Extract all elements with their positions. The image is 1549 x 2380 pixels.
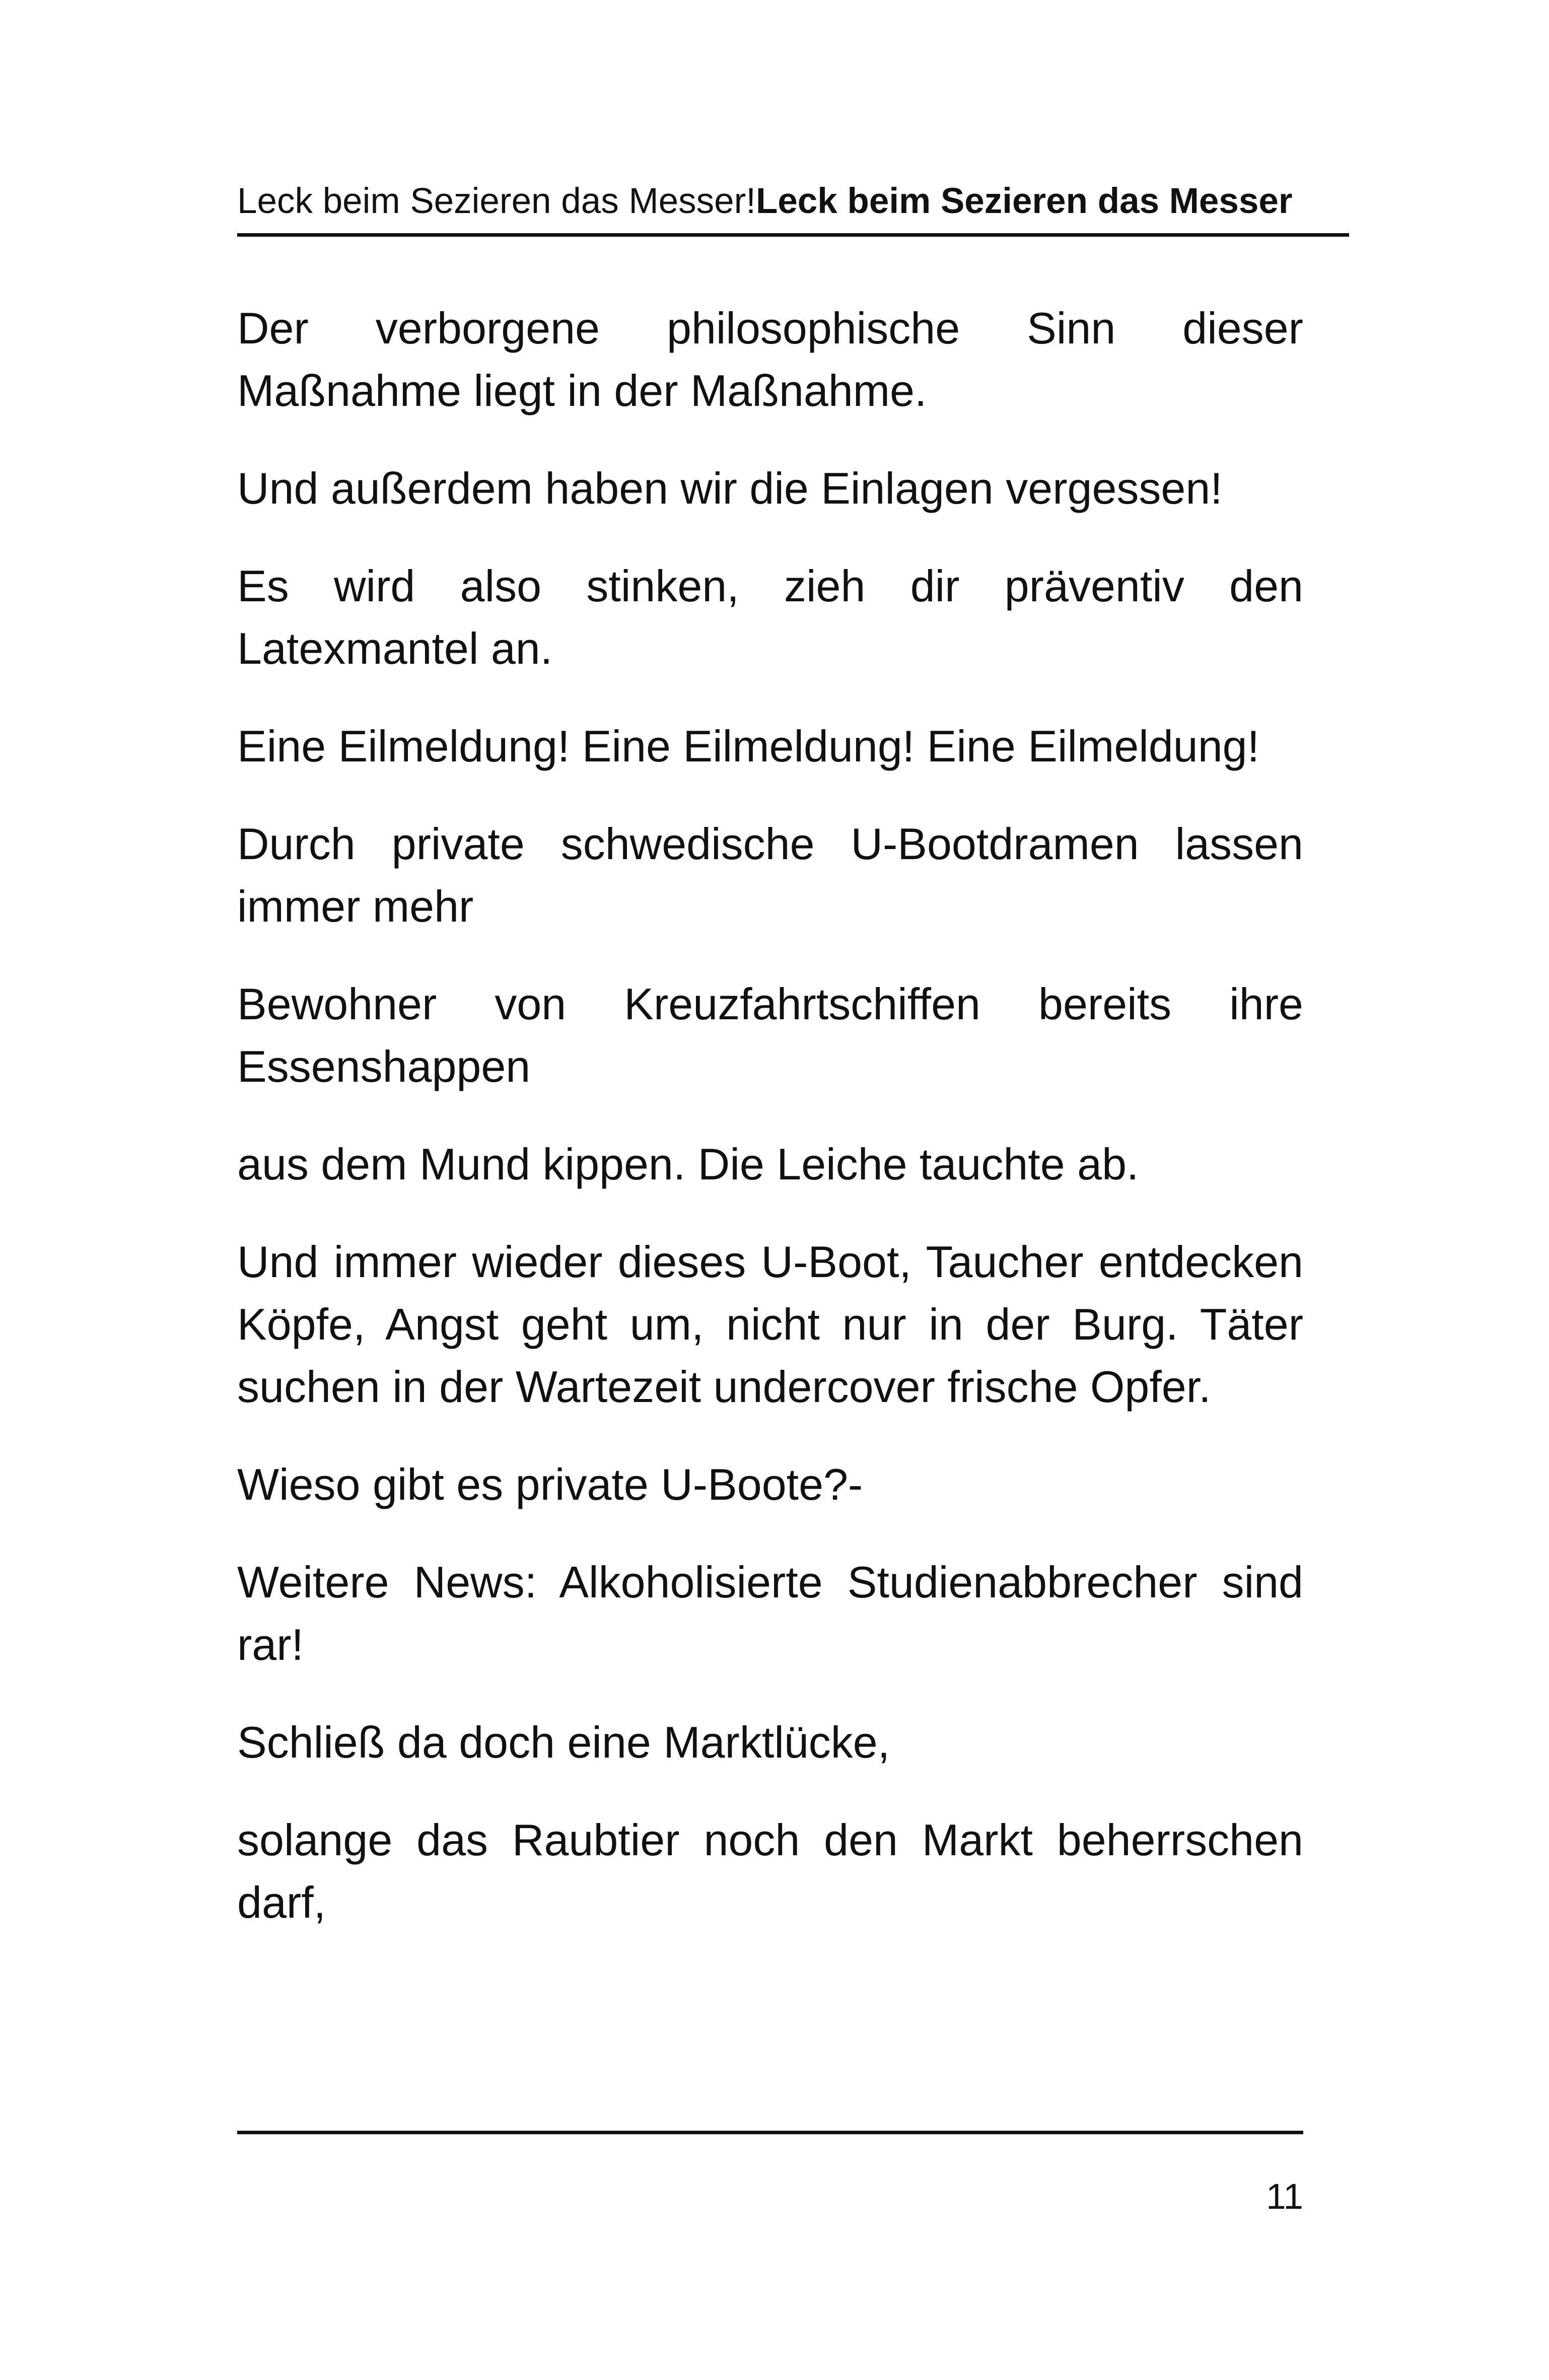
paragraph: Schließ da doch eine Marktlücke, (237, 1717, 890, 1767)
paragraph: Und immer wieder dieses U-Boot, Taucher entdecken Köpfe, Angst geht um, nicht nur in der Burg. Täter suchen in der Wartezeit undercover frische Opfer. (237, 1237, 1303, 1412)
header-title: Leck beim Sezieren das Messer! (237, 181, 756, 221)
paragraph: Der verborgene philosophische Sinn dieser Maßnahme liegt in der Maßnahme. (237, 303, 1303, 415)
footer-rule (237, 2131, 1303, 2134)
header-title-bold: Leck beim Sezieren das Messer (755, 181, 1293, 221)
paragraph: Bewohner von Kreuzfahrtschiffen bereits ihre Essenshappen (237, 979, 1303, 1091)
paragraph: Und außerdem haben wir die Einlagen vergessen! (237, 463, 1223, 513)
paragraph: Es wird also stinken, zieh dir präventiv den Latexmantel an. (237, 561, 1303, 673)
paragraph: aus dem Mund kippen. Die Leiche tauchte ab. (237, 1139, 1139, 1189)
paragraph: solange das Raubtier noch den Markt beherrschen darf, (237, 1815, 1303, 1927)
paragraph: Wieso gibt es private U-Boote?- (237, 1459, 863, 1509)
paragraph: Eine Eilmeldung! Eine Eilmeldung! Eine Eilmeldung! (237, 721, 1260, 771)
page-body (237, 297, 1303, 1969)
running-header (237, 179, 1349, 224)
paragraph: Weitere News: Alkoholisierte Studienabbrecher sind rar! (237, 1557, 1303, 1669)
paragraph: Durch private schwedische U-Bootdramen lassen immer mehr (237, 819, 1303, 931)
page-number: 11 (1266, 2177, 1303, 2217)
header-rule (237, 233, 1349, 237)
